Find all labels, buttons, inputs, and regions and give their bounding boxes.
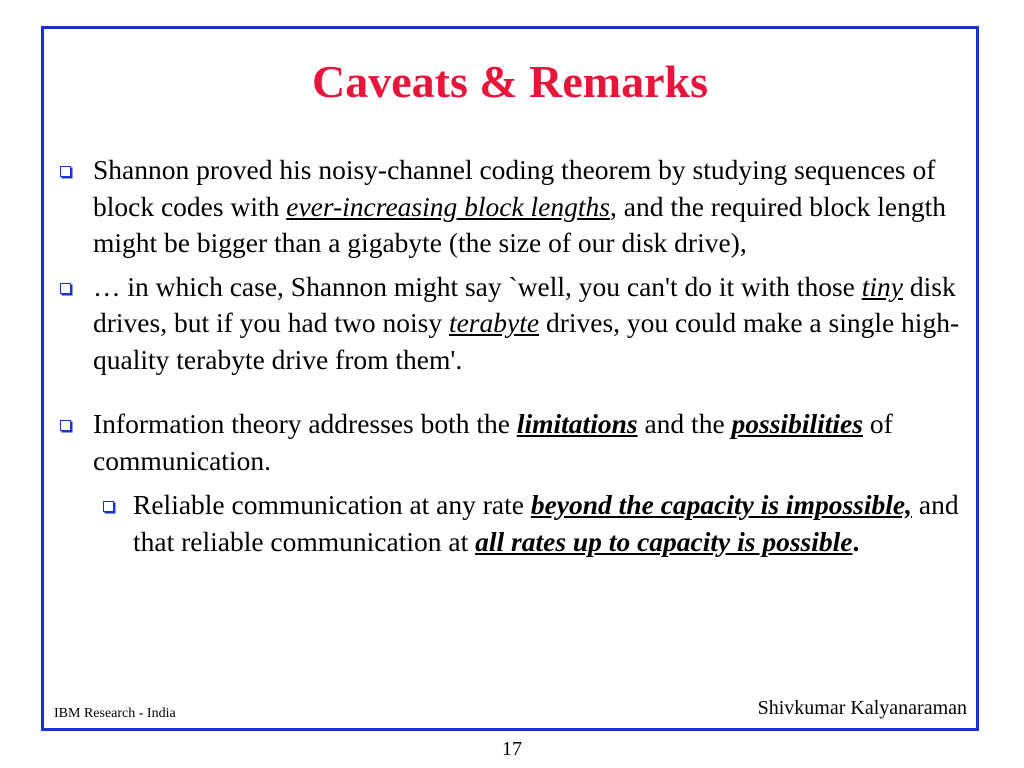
square-bullet-icon [103, 501, 114, 512]
square-bullet-icon [60, 283, 71, 294]
bullet-text: drives, you could make a single high-quality terabyte drive from them'. [93, 307, 960, 375]
emphasis-text: possibilities [731, 408, 863, 439]
emphasis-text: tiny [861, 270, 903, 302]
bullet-item [56, 269, 971, 379]
sub-bullet-item [101, 487, 971, 560]
bullet-text: Reliable communication at any rate [133, 489, 531, 520]
bullet-text: and the [637, 408, 732, 439]
bullet-text: Shannon proved his noisy-channel coding theorem by studying sequences of block codes with [93, 154, 936, 222]
bullet-text: disk drives, but if you had two noisy [93, 270, 956, 338]
bullet-text: , and the required block length might be bigger than a gigabyte (the size of our disk drive), [93, 190, 946, 258]
footer-author: Shivkumar Kalyanaraman [757, 697, 967, 719]
page-number: 17 [502, 738, 522, 760]
footer-org: IBM Research - India [54, 706, 176, 721]
square-bullet-icon [60, 166, 71, 177]
bullet-text: and that reliable communication at [133, 489, 959, 557]
emphasis-text: terabyte [448, 307, 540, 338]
emphasis-text: ever-increasing block lengths [286, 190, 610, 222]
bullet-list [56, 152, 971, 560]
emphasis-text: all rates up to capacity is possible [475, 525, 853, 557]
slide-title: Caveats & Remarks [311, 56, 709, 107]
bullet-text: . [852, 525, 860, 557]
emphasis-text: beyond the capacity is impossible, [530, 489, 912, 520]
bullet-item [56, 152, 971, 262]
square-bullet-icon [60, 420, 71, 431]
slide-frame [41, 26, 979, 731]
bullet-text: Information theory addresses both the [93, 408, 517, 439]
emphasis-text: limitations [516, 408, 638, 439]
bullet-text: of communication. [93, 408, 893, 476]
bullet-item [56, 406, 971, 479]
bullet-text: … in which case, Shannon might say `well, you can't do it with those [93, 270, 862, 302]
